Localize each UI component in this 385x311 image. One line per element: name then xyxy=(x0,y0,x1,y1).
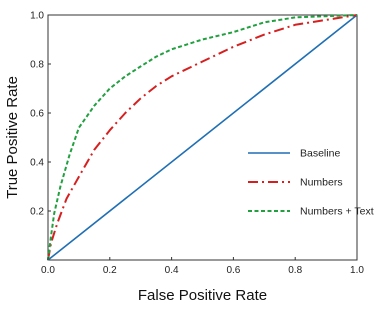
y-tick-label: 0.4 xyxy=(30,157,44,169)
x-axis-title: False Positive Rate xyxy=(137,287,268,304)
legend-label: Numbers xyxy=(300,176,343,189)
legend-label: Baseline xyxy=(300,147,341,160)
y-tick-label: 0.8 xyxy=(30,59,44,71)
x-tick-label: 1.0 xyxy=(350,265,364,276)
x-tick-label: 0.6 xyxy=(226,265,241,276)
x-tick-label: 0.2 xyxy=(102,265,117,276)
series-layer xyxy=(48,15,357,260)
series-line-baseline xyxy=(48,15,357,260)
x-tick-label: 0.4 xyxy=(164,265,179,276)
legend-label: Numbers + Text xyxy=(300,205,374,218)
tick-layer xyxy=(30,11,364,277)
y-tick-label: 0.6 xyxy=(30,108,44,120)
y-tick-label: 0.2 xyxy=(30,206,44,218)
x-tick-label: 0.0 xyxy=(41,265,55,276)
y-axis-title: True Positive Rate xyxy=(4,76,21,199)
legend xyxy=(248,148,374,218)
x-tick-label: 0.8 xyxy=(288,265,303,276)
y-tick-label: 1.0 xyxy=(30,10,44,22)
